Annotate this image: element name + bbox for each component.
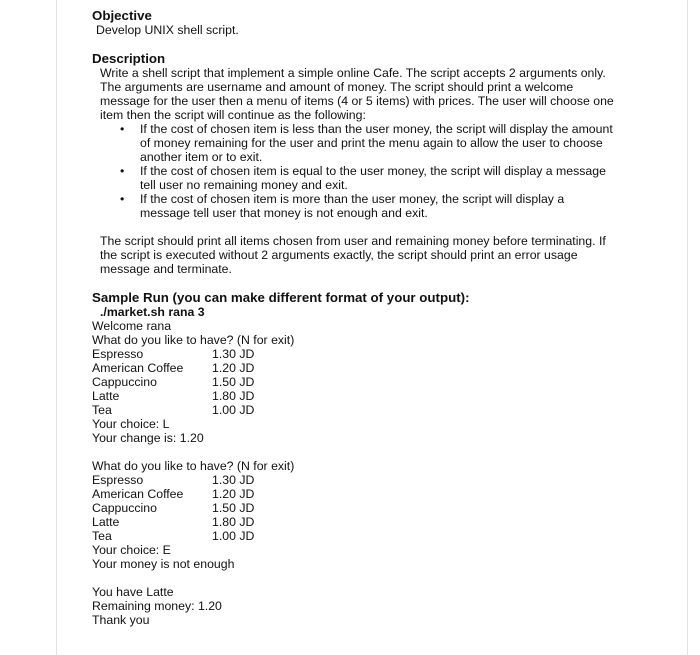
bullet-text: If the cost of chosen item is more than the user money, the script will display a message tell user that money is not enough and exit.	[140, 192, 565, 220]
menu-item-name: American Coffee	[92, 487, 184, 501]
menu-item-name: Latte	[92, 515, 120, 529]
menu-item-name: Tea	[92, 529, 112, 543]
objective-heading: Objective	[92, 8, 152, 23]
menu-row	[92, 389, 622, 403]
summary-thanks: Thank you	[92, 613, 150, 627]
menu-row	[92, 347, 622, 361]
menu-item-price: 1.30 JD	[212, 473, 255, 487]
list-item	[120, 122, 622, 164]
menu-item-name: Cappuccino	[92, 501, 157, 515]
summary-remaining: Remaining money: 1.20	[92, 599, 222, 613]
menu-item-price: 1.20 JD	[212, 361, 255, 375]
menu-row	[92, 403, 622, 417]
menu-item-price: 1.00 JD	[212, 403, 255, 417]
menu-item-price: 1.80 JD	[212, 389, 255, 403]
menu-item-price: 1.00 JD	[212, 529, 255, 543]
requirements-list	[92, 122, 622, 220]
objective-text: Develop UNIX shell script.	[96, 23, 239, 37]
bullet-icon: •	[120, 164, 125, 178]
menu-item-name: Espresso	[92, 347, 144, 361]
bullet-icon: •	[120, 192, 125, 206]
document-body	[92, 8, 622, 627]
bullet-icon: •	[120, 122, 125, 136]
menu-item-price: 1.50 JD	[212, 375, 255, 389]
run2-result: Your money is not enough	[92, 557, 235, 571]
welcome-line: Welcome rana	[92, 319, 172, 333]
run2-choice: Your choice: E	[92, 543, 171, 557]
sample-run-heading: Sample Run (you can make different format of your output):	[92, 290, 470, 305]
menu-item-price: 1.20 JD	[212, 487, 255, 501]
menu-item-price: 1.80 JD	[212, 515, 255, 529]
menu-item-name: American Coffee	[92, 361, 184, 375]
summary-items: You have Latte	[92, 585, 174, 599]
description-paragraph-2: The script should print all items chosen from user and remaining money before terminating. If the script is executed without 2 arguments exactly, the script should print an error usage message and terminate.	[100, 234, 606, 276]
description-paragraph: Write a shell script that implement a simple online Cafe. The script accepts 2 arguments only. The arguments are username and amount of money. The script should print a welcome message for the user then a menu of items (4 or 5 items) with prices. The user will choose one item then the script will continue as the following:	[100, 66, 614, 122]
run1-choice: Your choice: L	[92, 417, 170, 431]
description-heading: Description	[92, 51, 166, 66]
menu-row	[92, 529, 622, 543]
bullet-text: If the cost of chosen item is less than the user money, the script will display the amount of money remaining for the user and print the menu again to allow the user to choose another item or to exit.	[140, 122, 613, 164]
menu-item-name: Cappuccino	[92, 375, 157, 389]
menu-item-price: 1.30 JD	[212, 347, 255, 361]
run2-prompt: What do you like to have? (N for exit)	[92, 459, 295, 473]
menu-row	[92, 361, 622, 375]
menu-row	[92, 473, 622, 487]
sample-command: ./market.sh rana 3	[100, 305, 205, 319]
menu-item-name: Latte	[92, 389, 120, 403]
bullet-text: If the cost of chosen item is equal to the user money, the script will display a message tell user no remaining money and exit.	[140, 164, 606, 192]
menu-row	[92, 375, 622, 389]
run1-result: Your change is: 1.20	[92, 431, 204, 445]
menu-item-name: Espresso	[92, 473, 144, 487]
run2-menu	[92, 473, 622, 543]
run1-menu	[92, 347, 622, 417]
run1-prompt: What do you like to have? (N for exit)	[92, 333, 295, 347]
menu-item-name: Tea	[92, 403, 112, 417]
list-item	[120, 164, 622, 192]
menu-row	[92, 501, 622, 515]
menu-item-price: 1.50 JD	[212, 501, 255, 515]
list-item	[120, 192, 622, 220]
menu-row	[92, 487, 622, 501]
menu-row	[92, 515, 622, 529]
